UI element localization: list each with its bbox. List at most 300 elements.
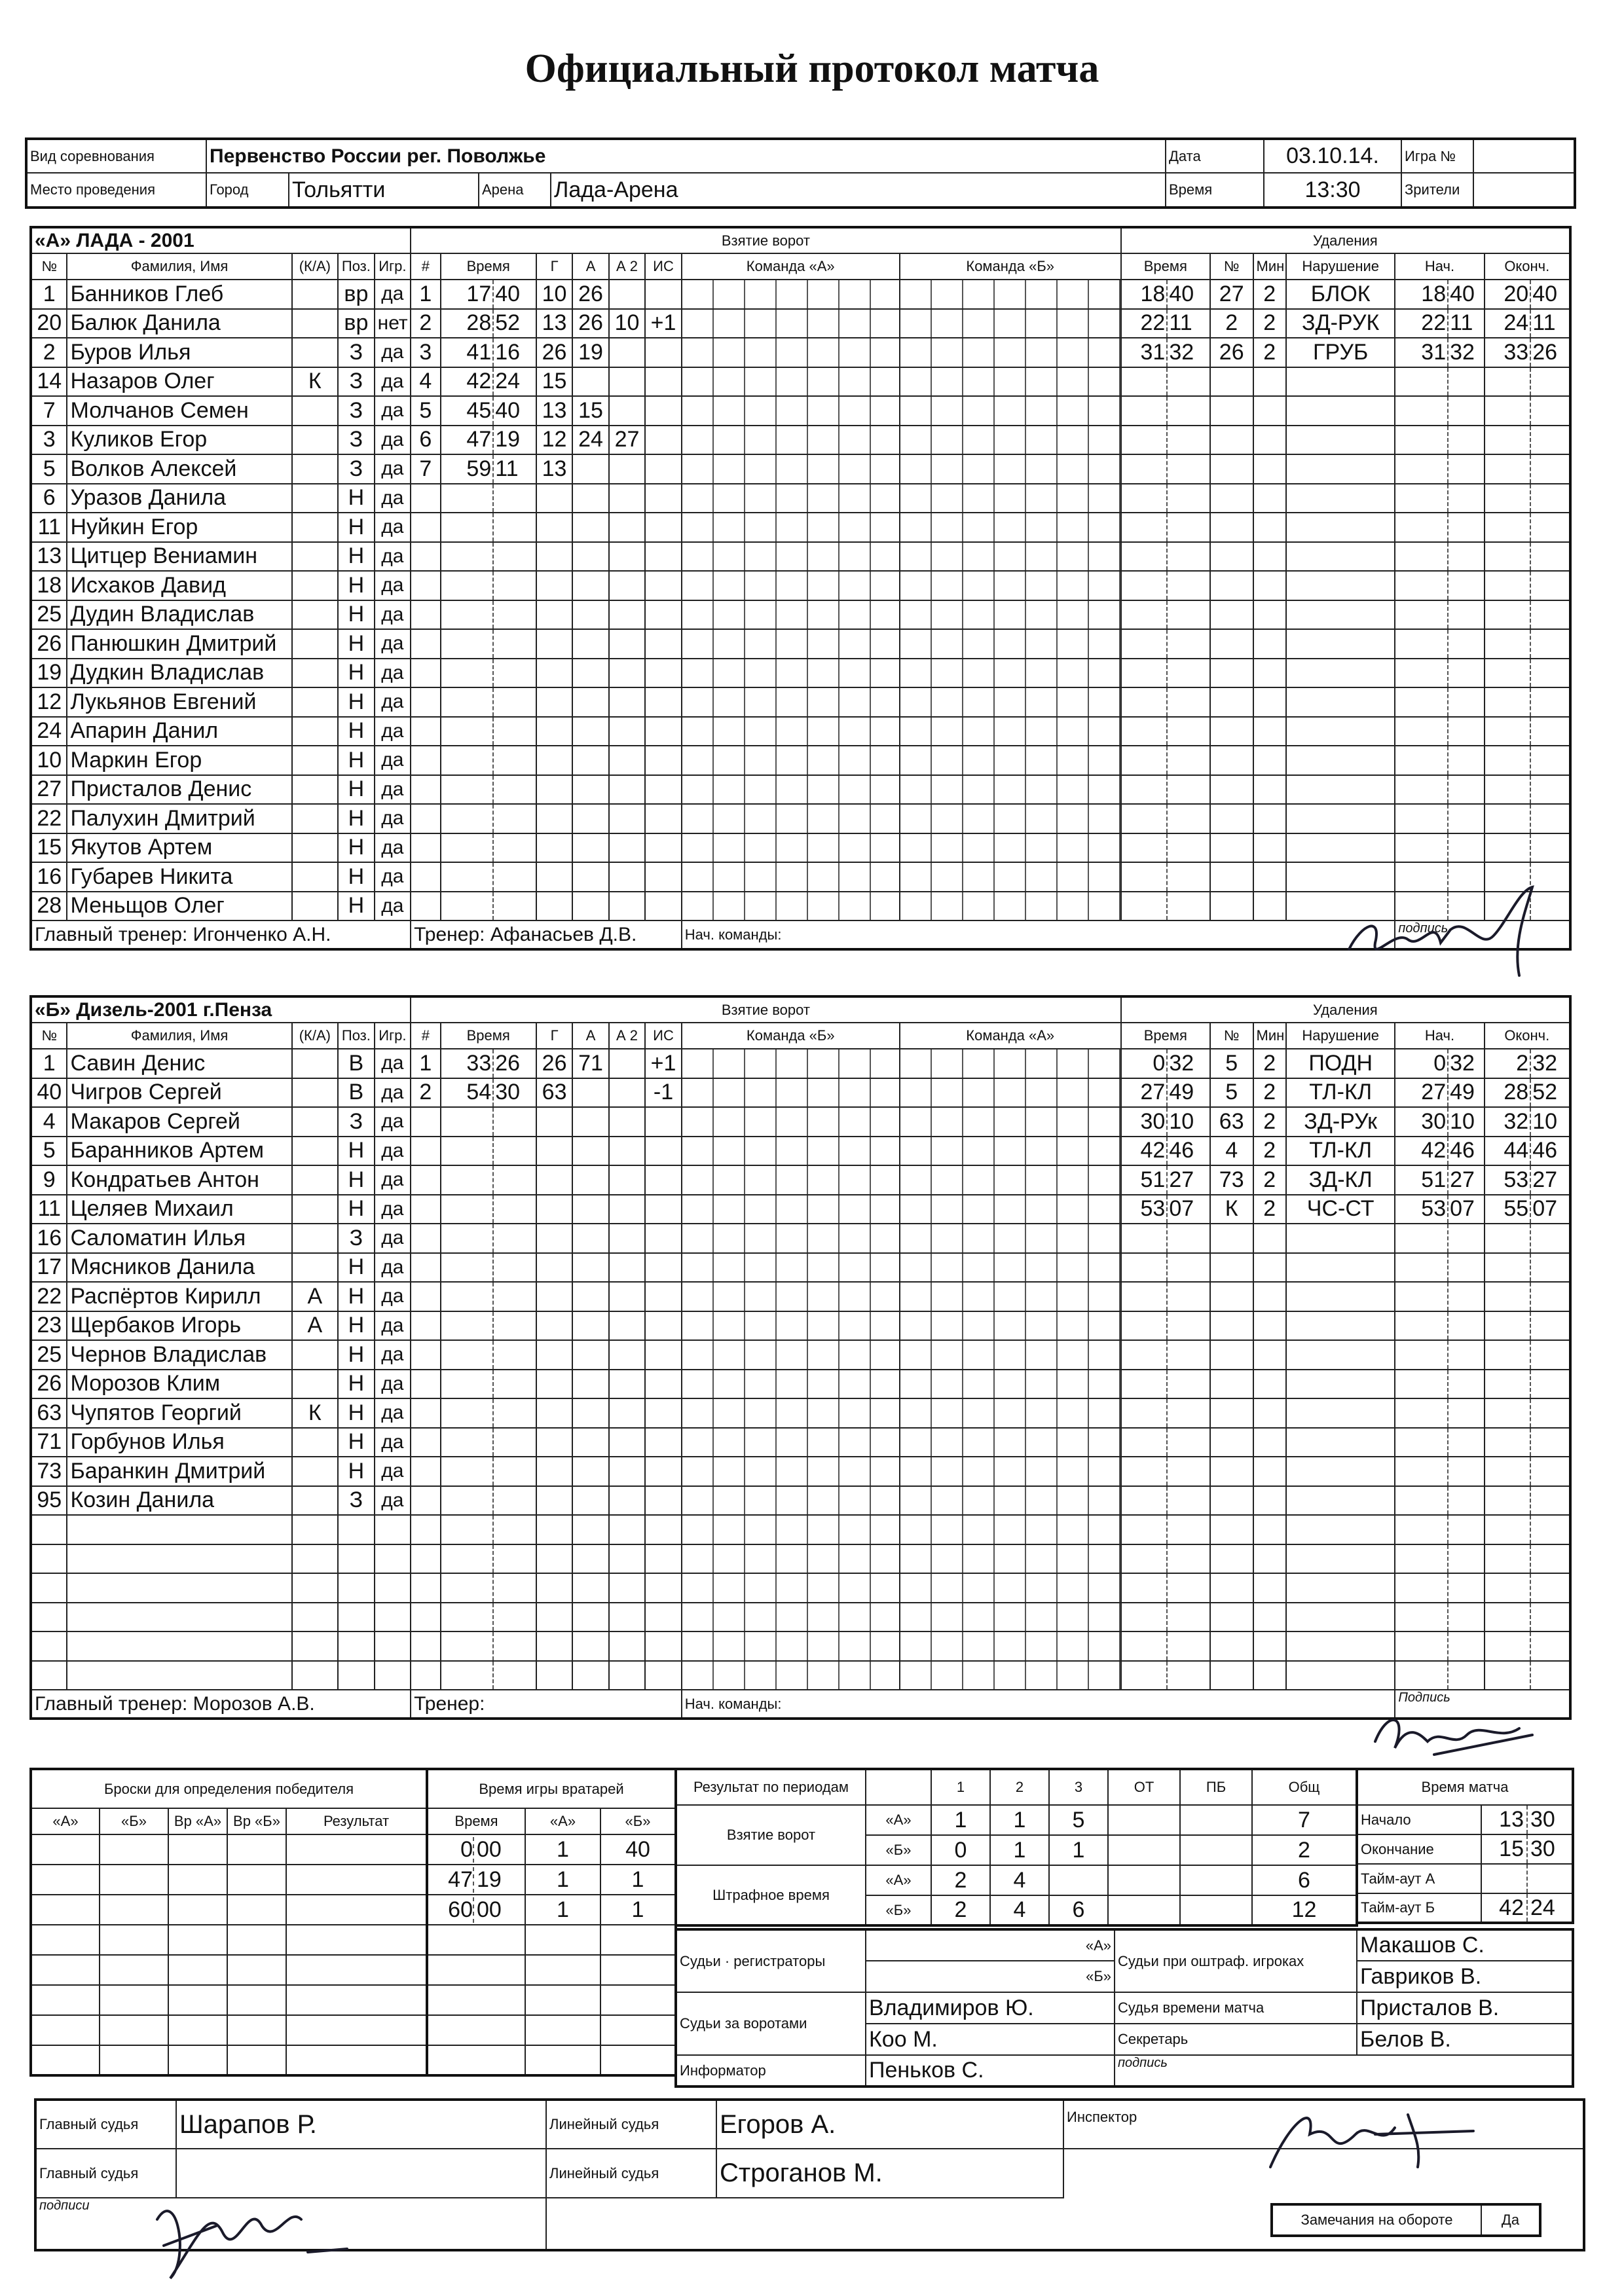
- team_a-pen-end-empty-sec: [1530, 833, 1570, 863]
- team_a-col-pen-time: Время: [1121, 253, 1210, 280]
- team_a-player-number: 20: [31, 309, 67, 338]
- team_a-pen-empty: [1253, 513, 1286, 542]
- team_a-goal-empty: [572, 659, 608, 688]
- team_a-player-role: [292, 775, 339, 805]
- team_a-pen-empty: [1253, 396, 1286, 426]
- team_b-player-name: Горбунов Илья: [67, 1428, 291, 1457]
- team_b-goal-empty: [609, 1603, 645, 1632]
- team_a-pen-end-min: 33: [1485, 338, 1531, 367]
- team_b-goal-time-empty-sec: [493, 1107, 536, 1137]
- team_a-col-pen-start: Нач.: [1395, 253, 1484, 280]
- place-label: Место проведения: [26, 173, 206, 208]
- team_b-team-first-cell: [682, 1603, 900, 1632]
- team_a-pen-time-empty-sec: [1167, 659, 1210, 688]
- team_b-goal-empty: [536, 1107, 572, 1137]
- period-2-header: 2: [990, 1769, 1049, 1805]
- spectators-value: [1473, 173, 1575, 208]
- goalie-team-b: [600, 2015, 676, 2045]
- team_a-goal-scorer: 13: [536, 396, 572, 426]
- team_b-pen-empty: [1210, 1631, 1253, 1661]
- team_a-goal-empty: [645, 659, 681, 688]
- team_b-player-role: [292, 1195, 339, 1224]
- team_a-team-second-cell: [900, 454, 1121, 484]
- goalie-time: [427, 2045, 525, 2075]
- team_b-pen-empty: [1286, 1603, 1395, 1632]
- team_b-pen-empty: [1286, 1457, 1395, 1486]
- team_b-team-first-cell: [682, 1224, 900, 1253]
- team_a-pen-empty: [1210, 542, 1253, 572]
- team_b-player-name: Целяев Михаил: [67, 1195, 291, 1224]
- team_b-team-second-cell: [900, 1544, 1121, 1574]
- team_a-pen-time-sec: 11: [1167, 309, 1210, 338]
- goalie-team-b: 40: [600, 1834, 676, 1865]
- team_a-player-position: Н: [338, 659, 374, 688]
- team_b-goal-empty: [645, 1107, 681, 1137]
- team_a-goal-is: [645, 280, 681, 309]
- team_b-goal-empty: [572, 1515, 608, 1544]
- team_a-pen-empty: [1286, 454, 1395, 484]
- team_b-pen-empty: [1286, 1398, 1395, 1428]
- team_b-goal-empty: [572, 1282, 608, 1311]
- team_b-player-position: Н: [338, 1137, 374, 1166]
- team_b-goal-empty: [536, 1631, 572, 1661]
- team_a-pen-end-empty-sec: [1530, 717, 1570, 746]
- team_a-team-first-cell: [682, 775, 900, 805]
- team_a-player-number: 22: [31, 804, 67, 833]
- period-3-header: 3: [1049, 1769, 1108, 1805]
- period-3-value: [1049, 1865, 1108, 1895]
- team_b-pen-empty: [1253, 1544, 1286, 1574]
- team_b-empty-name: [67, 1573, 291, 1603]
- team_a-player-position: Н: [338, 804, 374, 833]
- team_b-col-goal-scorer: Г: [536, 1023, 572, 1049]
- shootout-col: «А»: [31, 1808, 100, 1834]
- team_b-team-second-cell: [900, 1573, 1121, 1603]
- team_a-team-second-cell: [900, 338, 1121, 367]
- team_b-goal-empty: [645, 1486, 681, 1516]
- goalie-col-a: «А»: [525, 1808, 600, 1834]
- goalie-time: 47 19: [427, 1865, 525, 1895]
- team_a-pen-end-empty-sec: [1530, 600, 1570, 630]
- period-3-value: 6: [1049, 1895, 1108, 1925]
- team_a-row: [31, 571, 1570, 600]
- team_a-goal-empty: [645, 717, 681, 746]
- informer-label: Информатор: [676, 2055, 866, 2086]
- team_a-goal-empty: [609, 513, 645, 542]
- team_b-player-number: 5: [31, 1137, 67, 1166]
- team_a-goal-empty: [536, 600, 572, 630]
- team_a-player-role: [292, 687, 339, 717]
- team_a-goal-empty: [609, 833, 645, 863]
- team_b-player-number: 4: [31, 1107, 67, 1137]
- team_b-pen-empty: [1253, 1486, 1286, 1516]
- team_a-pen-minutes: 2: [1253, 309, 1286, 338]
- team_b-head-coach: Главный тренер: Морозов А.В.: [31, 1690, 411, 1719]
- team_a-pen-empty: [1253, 862, 1286, 892]
- team_b-goal-time-empty-min: [441, 1282, 494, 1311]
- game-no-label: Игра №: [1401, 139, 1473, 173]
- team_a-goal-time-empty-sec: [493, 746, 536, 775]
- team_a-team-first-cell: [682, 367, 900, 397]
- team_b-goal-time-empty-min: [441, 1165, 494, 1195]
- team_b-pen-end-empty-sec: [1530, 1457, 1570, 1486]
- team_b-pen-end-empty-min: [1485, 1544, 1531, 1574]
- team_b-empty-pos: [338, 1603, 374, 1632]
- team_a-pen-time-empty-sec: [1167, 804, 1210, 833]
- team_b-player-number: 11: [31, 1195, 67, 1224]
- team_b-pen-end-empty-sec: [1530, 1661, 1570, 1690]
- team-a-table: [29, 226, 1572, 951]
- team_b-pen-empty: [1210, 1398, 1253, 1428]
- team_a-team-second-cell: [900, 659, 1121, 688]
- team_b-goal-empty: [572, 1253, 608, 1283]
- team_a-pen-start-sec: 40: [1448, 280, 1484, 309]
- team_b-pen-time-empty-min: [1121, 1224, 1168, 1253]
- team_b-row: [31, 1457, 1570, 1486]
- city-value: Тольятти: [289, 173, 479, 206]
- team_b-goal-empty: [645, 1515, 681, 1544]
- team_a-pen-end-empty-min: [1485, 542, 1531, 572]
- team_b-goal-empty: [572, 1107, 608, 1137]
- periods-team: «Б»: [866, 1895, 931, 1925]
- team_a-goal-time-min: 45: [441, 396, 494, 426]
- team_b-pen-end-sec: 52: [1530, 1078, 1570, 1108]
- team_b-signature-label: Подпись: [1395, 1690, 1570, 1719]
- team_b-team-first-cell: [682, 1486, 900, 1516]
- period-1-value: 0: [931, 1835, 990, 1865]
- team_b-pen-time-empty-sec: [1167, 1457, 1210, 1486]
- team_b-goal-empty: [536, 1340, 572, 1370]
- team_b-player-position: З: [338, 1486, 374, 1516]
- team_a-goal-time-empty-sec: [493, 892, 536, 921]
- team_b-team-chief: Нач. команды:: [682, 1690, 1395, 1719]
- goalie-team-a: 1: [525, 1865, 600, 1895]
- team_b-goal-empty: [609, 1573, 645, 1603]
- team_a-goal-time-min: 47: [441, 426, 494, 455]
- team_b-empty-played: [375, 1544, 411, 1574]
- referees-signatures-label: подписи: [35, 2198, 546, 2250]
- team_b-player-played: да: [375, 1457, 411, 1486]
- team_a-goal-empty: [645, 542, 681, 572]
- team_a-row: [31, 746, 1570, 775]
- team_a-pen-start-empty-min: [1395, 746, 1448, 775]
- team_b-empty-num: [31, 1515, 67, 1544]
- team_a-pen-time-empty-min: [1121, 454, 1168, 484]
- team_a-team-second-cell: [900, 775, 1121, 805]
- team_a-col-pen-num: №: [1210, 253, 1253, 280]
- team_b-goal-empty: [536, 1486, 572, 1516]
- team_a-player-played: да: [375, 513, 411, 542]
- team_b-pen-empty: [1210, 1282, 1253, 1311]
- team_b-pen-end-empty-sec: [1530, 1398, 1570, 1428]
- goalie-time-table: [426, 1768, 677, 2077]
- team_a-pen-end-empty-min: [1485, 600, 1531, 630]
- team_a-player-number: 28: [31, 892, 67, 921]
- team_b-pen-empty: [1286, 1282, 1395, 1311]
- team_b-goal-empty: [609, 1631, 645, 1661]
- team_b-pen-time-empty-sec: [1167, 1603, 1210, 1632]
- team_a-pen-start-empty-min: [1395, 717, 1448, 746]
- team_a-pen-start-empty-sec: [1448, 484, 1484, 513]
- team_a-player-number: 16: [31, 862, 67, 892]
- team_b-player-number: 25: [31, 1340, 67, 1370]
- team_a-goal-time-empty-min: [441, 746, 494, 775]
- team_b-player-number: 73: [31, 1457, 67, 1486]
- team_b-goal-time-empty-min: [441, 1603, 494, 1632]
- team_a-pen-empty: [1210, 717, 1253, 746]
- team_b-goal-assist2: [609, 1078, 645, 1108]
- team_b-goal-time-empty-min: [441, 1224, 494, 1253]
- team_b-player-role: К: [292, 1398, 339, 1428]
- team_b-player-played: да: [375, 1428, 411, 1457]
- team_a-pen-time-empty-min: [1121, 659, 1168, 688]
- team_b-col-pen-num: №: [1210, 1023, 1253, 1049]
- team_a-pen-end-empty-sec: [1530, 659, 1570, 688]
- team_b-player-number: 95: [31, 1486, 67, 1516]
- team_a-goal-empty: [645, 687, 681, 717]
- team_a-pen-start-empty-min: [1395, 659, 1448, 688]
- team_a-player-played: да: [375, 571, 411, 600]
- team_a-player-position: З: [338, 367, 374, 397]
- team_b-player-position: Н: [338, 1195, 374, 1224]
- team_b-pen-minutes: 2: [1253, 1165, 1286, 1195]
- goalie-team-a: [525, 1925, 600, 1955]
- team_b-row: [31, 1137, 1570, 1166]
- team_b-row: [31, 1544, 1570, 1574]
- team_b-goal-time-empty-min: [441, 1137, 494, 1166]
- team_b-goal-empty: [609, 1370, 645, 1399]
- team_a-pen-end-empty-min: [1485, 659, 1531, 688]
- team_b-goal-empty: [645, 1282, 681, 1311]
- team_b-pen-start-empty-min: [1395, 1457, 1448, 1486]
- team_b-goal-time-empty-min: [441, 1573, 494, 1603]
- team_b-goal-empty: [609, 1457, 645, 1486]
- team_b-row: [31, 1515, 1570, 1544]
- team_a-pen-start-empty-sec: [1448, 659, 1484, 688]
- team_b-goal-time-empty-sec: [493, 1253, 536, 1283]
- team_a-pen-end-empty-min: [1485, 804, 1531, 833]
- team_a-team-first-cell: [682, 687, 900, 717]
- team_a-player-name: Балюк Данила: [67, 309, 291, 338]
- team_b-pen-time-empty-min: [1121, 1486, 1168, 1516]
- team_b-player-position: Н: [338, 1311, 374, 1341]
- team_b-pen-empty: [1210, 1457, 1253, 1486]
- team_b-pen-end-empty-min: [1485, 1311, 1531, 1341]
- team_a-player-number: 18: [31, 571, 67, 600]
- team_a-goal-time-empty-sec: [493, 833, 536, 863]
- team_a-player-role: [292, 717, 339, 746]
- team_b-player-position: В: [338, 1078, 374, 1108]
- team_a-goal-empty: [411, 862, 440, 892]
- team_b-pen-time-empty-min: [1121, 1398, 1168, 1428]
- team_b-pen-time-empty-sec: [1167, 1515, 1210, 1544]
- team_a-team-second-cell: [900, 804, 1121, 833]
- timeout-a-minute: [1481, 1864, 1527, 1893]
- goal-judge-1: Владимиров Ю.: [866, 1992, 1115, 2024]
- team_b-goal-empty: [572, 1486, 608, 1516]
- team_a-col-pen-end: Оконч.: [1485, 253, 1570, 280]
- team_a-player-role: [292, 629, 339, 659]
- team_b-pen-time-empty-sec: [1167, 1661, 1210, 1690]
- team_b-player-played: да: [375, 1398, 411, 1428]
- team_a-goal-time-empty-min: [441, 833, 494, 863]
- team_a-team-second-cell: [900, 396, 1121, 426]
- team_b-player-role: [292, 1107, 339, 1137]
- team_a-goal-number: 7: [411, 454, 440, 484]
- team_b-player-number: 26: [31, 1370, 67, 1399]
- team_a-pen-time-empty-min: [1121, 804, 1168, 833]
- team_b-player-played: да: [375, 1370, 411, 1399]
- team_a-player-role: [292, 600, 339, 630]
- team_b-player-number: 9: [31, 1165, 67, 1195]
- shootout-col: Вр «А»: [168, 1808, 227, 1834]
- team_a-player-position: Н: [338, 571, 374, 600]
- team_a-team-first-cell: [682, 338, 900, 367]
- team_b-pen-time-min: 30: [1121, 1107, 1168, 1137]
- team_a-pen-end-empty-min: [1485, 746, 1531, 775]
- team_b-goal-assist2: [609, 1049, 645, 1078]
- team_b-player-played: да: [375, 1282, 411, 1311]
- team_b-row: [31, 1486, 1570, 1516]
- team_a-player-played: да: [375, 746, 411, 775]
- team_b-goal-empty: [536, 1515, 572, 1544]
- team_b-pen-end-empty-sec: [1530, 1428, 1570, 1457]
- team_b-pen-end-empty-min: [1485, 1573, 1531, 1603]
- team_b-goal-empty: [536, 1195, 572, 1224]
- team_b-pen-start-empty-sec: [1448, 1457, 1484, 1486]
- team_b-pen-time-empty-min: [1121, 1370, 1168, 1399]
- team_a-goal-empty: [609, 687, 645, 717]
- team_a-row: [31, 629, 1570, 659]
- team_b-pen-empty: [1253, 1282, 1286, 1311]
- team_a-col-goal-assist2: А 2: [609, 253, 645, 280]
- competition-value: Первенство России рег. Поволжье: [206, 139, 1166, 173]
- end-minute: 30: [1527, 1834, 1573, 1864]
- team_a-goal-empty: [645, 600, 681, 630]
- penalty-judge-1: Макашов С.: [1357, 1929, 1573, 1961]
- team_b-goal-empty: [645, 1340, 681, 1370]
- period-3-value: 1: [1049, 1835, 1108, 1865]
- team_b-goal-empty: [572, 1428, 608, 1457]
- team_b-col-pen-end: Оконч.: [1485, 1023, 1570, 1049]
- team_b-row: [31, 1631, 1570, 1661]
- goalie-team-b: [600, 2045, 676, 2075]
- team_b-goal-time-empty-min: [441, 1544, 494, 1574]
- team_a-pen-end-empty-sec: [1530, 775, 1570, 805]
- team_b-pen-time-min: 53: [1121, 1195, 1168, 1224]
- team_b-goal-time-empty-min: [441, 1107, 494, 1137]
- team_b-pen-empty: [1210, 1544, 1253, 1574]
- team_a-pen-empty: [1210, 454, 1253, 484]
- period-pb-value: [1180, 1835, 1252, 1865]
- team_a-pen-empty: [1286, 746, 1395, 775]
- team_a-player-played: нет: [375, 309, 411, 338]
- team_a-goal-number: 1: [411, 280, 440, 309]
- team_a-goal-empty: [572, 862, 608, 892]
- team_a-pen-time-empty-sec: [1167, 833, 1210, 863]
- team_a-team-second-cell: [900, 833, 1121, 863]
- team_b-team-first-cell: [682, 1195, 900, 1224]
- team_a-goal-empty: [536, 804, 572, 833]
- team_b-pen-infraction: ТЛ-КЛ: [1286, 1078, 1395, 1108]
- team_b-pen-start-empty-min: [1395, 1486, 1448, 1516]
- team_a-goal-assist: 19: [572, 338, 608, 367]
- team_b-empty-name: [67, 1603, 291, 1632]
- team_b-pen-empty: [1210, 1515, 1253, 1544]
- team_b-player-role: [292, 1224, 339, 1253]
- team_a-pen-start-min: 18: [1395, 280, 1448, 309]
- team_b-team-first-cell: [682, 1515, 900, 1544]
- team_b-goal-empty: [645, 1631, 681, 1661]
- team_b-pen-start-empty-sec: [1448, 1282, 1484, 1311]
- team_b-pen-empty: [1286, 1340, 1395, 1370]
- team_b-pen-end-sec: 10: [1530, 1107, 1570, 1137]
- team_a-goal-number: 3: [411, 338, 440, 367]
- team_b-team-second-cell: [900, 1398, 1121, 1428]
- team_a-row: [31, 717, 1570, 746]
- team_a-penalties-header: Удаления: [1121, 227, 1570, 253]
- period-2-value: 4: [990, 1895, 1049, 1925]
- team_a-team-first-cell: [682, 717, 900, 746]
- team_a-player-position: З: [338, 454, 374, 484]
- city-label: Город: [207, 173, 289, 206]
- team_b-row: [31, 1603, 1570, 1632]
- team_b-goal-empty: [609, 1428, 645, 1457]
- team_a-pen-time-min: 18: [1121, 280, 1168, 309]
- start-minute: 30: [1527, 1805, 1573, 1834]
- team_b-empty-pos: [338, 1544, 374, 1574]
- team_b-empty-num: [31, 1603, 67, 1632]
- team_a-pen-start-empty-sec: [1448, 629, 1484, 659]
- team_b-pen-end-empty-sec: [1530, 1340, 1570, 1370]
- team_a-goal-assist2: [609, 454, 645, 484]
- team_a-pen-time-empty-sec: [1167, 396, 1210, 426]
- team_a-pen-start-empty-min: [1395, 367, 1448, 397]
- period-pb-header: ПБ: [1180, 1769, 1252, 1805]
- team_a-goal-empty: [645, 833, 681, 863]
- team_b-pen-time-empty-sec: [1167, 1224, 1210, 1253]
- period-3-value: 5: [1049, 1805, 1108, 1835]
- team_a-pen-empty: [1286, 600, 1395, 630]
- timeout-b-label: Тайм-аут Б: [1357, 1893, 1481, 1923]
- team_a-player-role: [292, 833, 339, 863]
- team_b-pen-end-min: 53: [1485, 1165, 1531, 1195]
- team_a-goal-empty: [645, 484, 681, 513]
- chief-referee-2-label: Главный судья: [35, 2149, 176, 2198]
- team_b-pen-start-empty-sec: [1448, 1340, 1484, 1370]
- team_b-team-first-cell: [682, 1573, 900, 1603]
- team_b-pen-time-sec: 32: [1167, 1049, 1210, 1078]
- team_a-goal-time-empty-min: [441, 659, 494, 688]
- goalie-team-b: [600, 1955, 676, 1985]
- team_a-pen-time-empty-sec: [1167, 629, 1210, 659]
- team_a-pen-time-empty-sec: [1167, 571, 1210, 600]
- team_b-goal-empty: [536, 1370, 572, 1399]
- team_a-player-name: Присталов Денис: [67, 775, 291, 805]
- penalty-judge-2: Гавриков В.: [1357, 1961, 1573, 1992]
- goals_a-label: Взятие ворот: [676, 1805, 866, 1865]
- team_a-goal-empty: [609, 775, 645, 805]
- team_b-pen-time-empty-sec: [1167, 1370, 1210, 1399]
- team_a-team-first-cell: [682, 629, 900, 659]
- team_b-pen-empty: [1253, 1398, 1286, 1428]
- team_a-pen-time-empty-sec: [1167, 746, 1210, 775]
- team_a-team-first-cell: [682, 600, 900, 630]
- team_b-goal-empty: [645, 1253, 681, 1283]
- team_b-goal-time-empty-min: [441, 1195, 494, 1224]
- team_a-player-name: Исхаков Давид: [67, 571, 291, 600]
- team_a-team-first-cell: [682, 659, 900, 688]
